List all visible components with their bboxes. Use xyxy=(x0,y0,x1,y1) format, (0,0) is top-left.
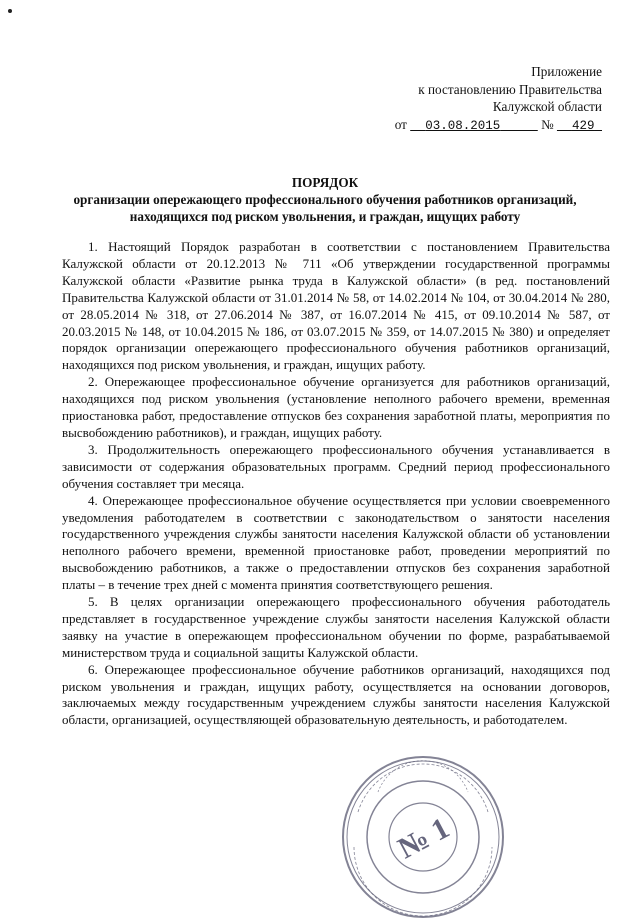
appendix-label: Приложение xyxy=(531,64,602,79)
paragraph-4: 4. Опережающее профессиональное обучение осуществляется при условии своевременного уведомления работодателем в соответствии с законодательством о занятости населения государственного учреждения службы занятости населения Калужской области об установлении неполного рабочего времени, временной приостановке работ, проведении мероприятий по высвобождению работников, а также о предоставлении отпусков без сохранения заработной платы – в течение трех дней с момента принятия соответствующего решения. xyxy=(62,492,610,593)
appendix-region: Калужской области xyxy=(492,99,602,114)
paragraph-3: 3. Продолжительность опережающего профессионального обучения устанавливается в зависимости от содержания образовательных программ. Средний период профессионального обучения составляет три месяца. xyxy=(62,441,610,491)
official-seal-stamp xyxy=(338,752,508,922)
seal-number: № 1 xyxy=(392,811,455,866)
decree-number: 429 xyxy=(571,118,595,133)
appendix-to-decree: к постановлению Правительства xyxy=(418,81,602,97)
paragraph-1: 1. Настоящий Порядок разработан в соответствии с постановлением Правительства Калужской области от 20.12.2013 № 711 «Об утверждении государственной программы Калужской области «Развитие рынка труда в Калужской области» (в ред. постановлений Правительства Калужской области от 31.01.2014 № 58, от 14.02.2014 № 104, от 30.04.2014 № 280, от 28.05.2014 № 318, от 27.06.2014 № 387, от 16.07.2014 № 415, от 09.10.2014 № 587, от 20.03.2015 № 148, от 10.04.2015 № 186, от 03.07.2015 № 359, от 14.07.2015 № 380) и определяет порядок организации опережающего профессионального обучения работников организаций, находящихся под риском увольнения, и граждан, ищущих работу. xyxy=(62,239,610,373)
number-sign: № xyxy=(541,116,554,132)
paragraph-6: 6. Опережающее профессиональное обучение работников организаций, находящихся под риском увольнения и граждан, ищущих работу, осуществляется на основании договоров, заключаемых между государственным учреждением службы занятости населения Калужской области, организацией, осуществляющей образовательную деятельность, и работодателем. xyxy=(62,661,610,728)
title-heading: ПОРЯДОК xyxy=(291,175,359,190)
paragraph-2: 2. Опережающее профессиональное обучение организуется для работников организаций, находящихся под риском увольнения (установление неполного рабочего времени, временная приостановка работ, предоставление отпусков без сохранения заработной платы, мероприятия по высвобождению работников), и граждан, ищущих работу. xyxy=(62,374,610,440)
date-prefix: от xyxy=(394,116,407,132)
document-title xyxy=(40,174,610,225)
title-subtitle: организации опережающего профессионального обучения работников организаций, находящихся под риском увольнения, и граждан, ищущих работу xyxy=(73,192,577,224)
paragraph-5: 5. В целях организации опережающего профессионального обучения работодатель представляет в государственное учреждение службы занятости населения Калужской области заявку на участие в опережающем профессиональном обучении по форме, разрабатываемой министерством труда и социальной защиты Калужской области. xyxy=(62,594,610,660)
appendix-header xyxy=(395,63,602,135)
appendix-date-line xyxy=(395,116,602,136)
scan-mark xyxy=(8,9,12,13)
decree-date: 03.08.2015 xyxy=(425,118,501,133)
document-body xyxy=(62,239,610,729)
